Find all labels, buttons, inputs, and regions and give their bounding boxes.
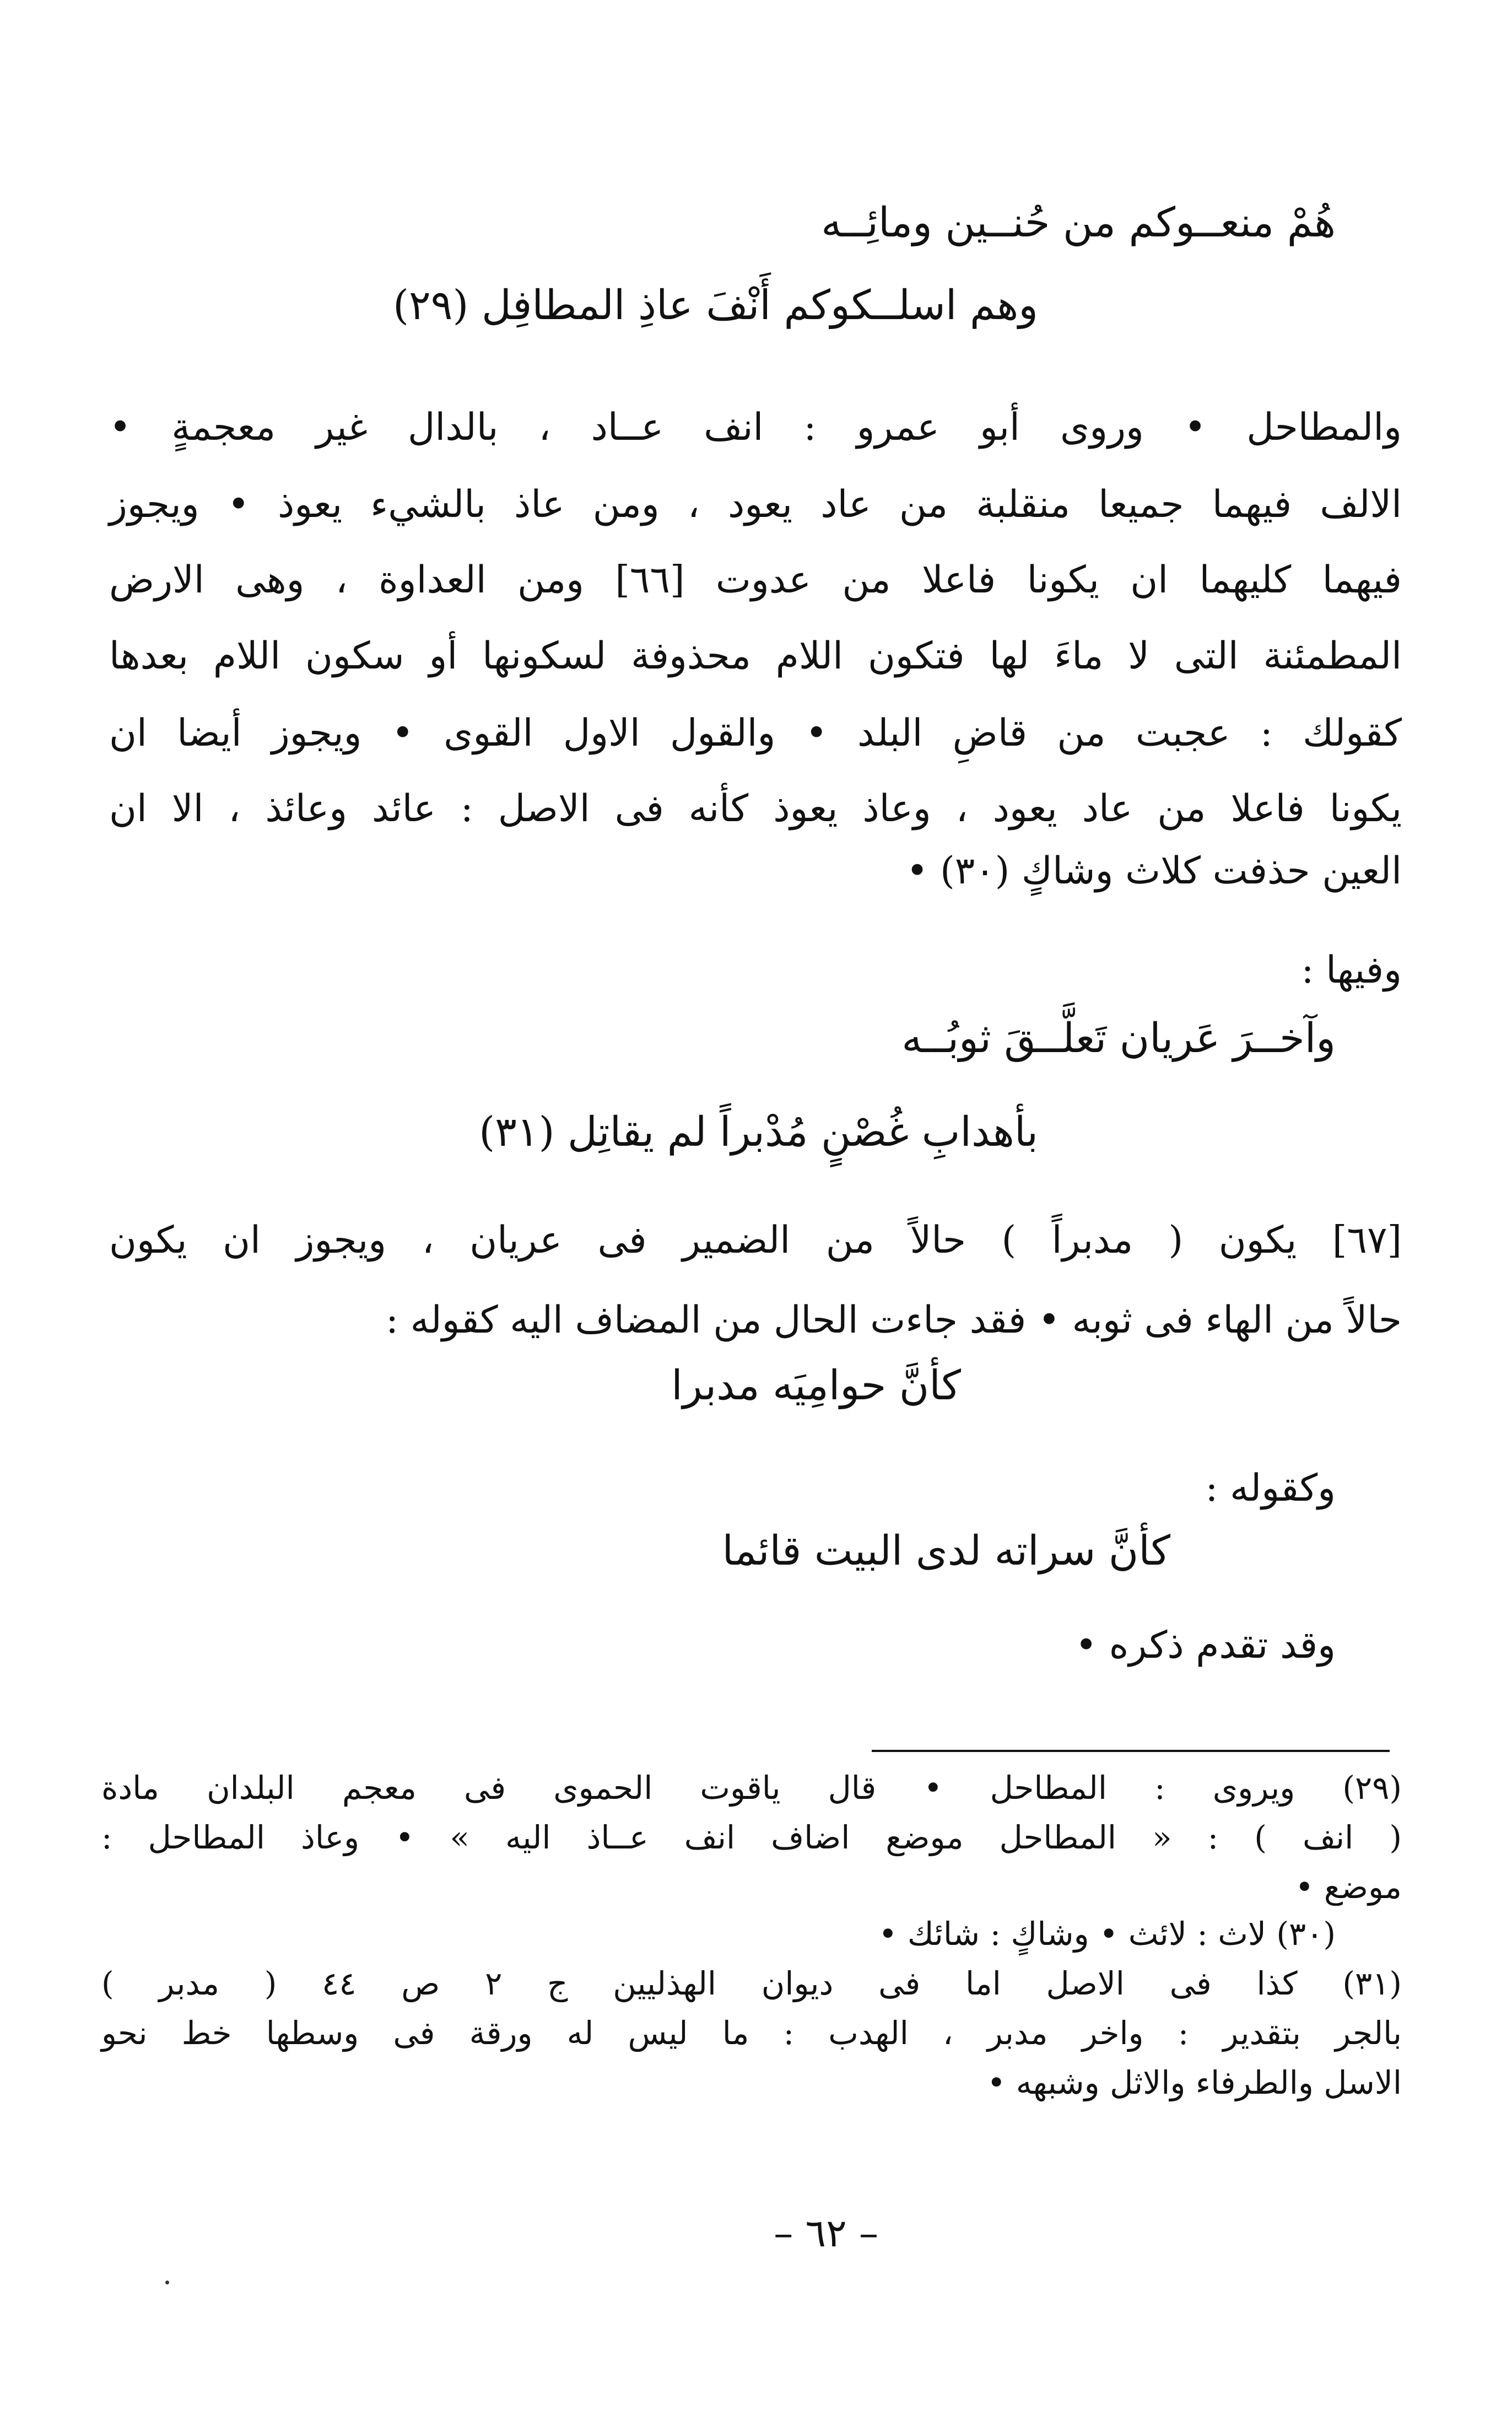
footnote-29-line2: ( انف ) : « المطاحل موضع اضاف انف عــاذ اليه » • وعاذ المطاحل : [101,1819,1402,1856]
verse2-hemistich1: وآخــرَ عَريان تَعلَّــقَ ثوبُــه [901,1015,1336,1062]
paragraph2-line1: [٦٧] يكون ( مدبراً ) حالاً من الضمير فى عريان ، ويجوز ان يكون [109,1219,1402,1262]
verse1-hemistich2: وهم اسلــكوكم أَنْفَ عاذِ المطافِل (٢٩) [393,282,1038,329]
paragraph1-line6: يكونا فاعلا من عاد يعود ، وعاذ يعوذ كأنه فى الاصل : عائد وعائذ ، الا ان [109,787,1402,831]
paragraph2-line2: حالاً من الهاء فى ثوبه • فقد جاءت الحال من المضاف اليه كقوله : [386,1298,1402,1342]
footnote-30: (٣٠) لاث : لائث • وشاكٍ : شائك • [878,1915,1336,1953]
wafiha-label: وفيها : [1301,948,1402,992]
closing-line: وقد تقدم ذكره • [1075,1624,1336,1667]
paragraph1-line5: كقولك : عجبت من قاضِ البلد • والقول الاول القوى • ويجوز أيضا ان [109,711,1402,755]
kaqawlihi-label: وكقوله : [1205,1467,1336,1510]
scan-speck [165,2281,169,2284]
verse2-hemistich2: بأهدابِ غُصْنٍ مُدْبراً لم يقاتِل (٣١) [479,1108,1038,1156]
footnote-31-line2: بالجر بتقدير : واخر مدبر ، الهدب : ما ليس له ورقة فى وسطها خط نحو [101,2014,1402,2052]
paragraph1-line3: فيهما كليهما ان يكونا فاعلا من عدوت [٦٦] ومن العداوة ، وهى الارض [109,558,1402,602]
verse1-hemistich1: هُمْ منعــوكم من حُنــين ومائِــه [821,199,1336,246]
footnote-29-line3: موضع • [1295,1868,1402,1906]
footnote-31-line1: (٣١) كذا فى الاصل اما فى ديوان الهذليين ج ٢ ص ٤٤ ( مدبر ) [101,1965,1402,2002]
footnote-separator [872,1750,1390,1752]
page-number: – ٦٢ – [774,2211,878,2256]
quote2: كأنَّ سراته لدى البيت قائما [722,1527,1170,1575]
paragraph1-line1: والمطاحل • وروى أبو عمرو : انف عــاد ، بالدال غير معجمةٍ • [109,406,1402,449]
paragraph1-line2: الالف فيهما جميعا منقلبة من عاد يعود ، ومن عاذ بالشيء يعوذ • ويجوز [109,483,1402,526]
footnote-31-line3: الاسل والطرفاء والاثل وشبهه • [987,2064,1402,2101]
footnote-29-line1: (٢٩) ويروى : المطاحل • قال ياقوت الحموى فى معجم البلدان مادة [101,1769,1402,1807]
paragraph1-line4: المطمئنة التى لا ماءَ لها فتكون اللام محذوفة لسكونها أو سكون اللام بعدها [109,634,1402,678]
quote1: كأنَّ حوامِيَه مدبرا [671,1362,961,1409]
paragraph1-line7: العين حذفت كلاث وشاكٍ (٣٠) • [906,849,1402,893]
